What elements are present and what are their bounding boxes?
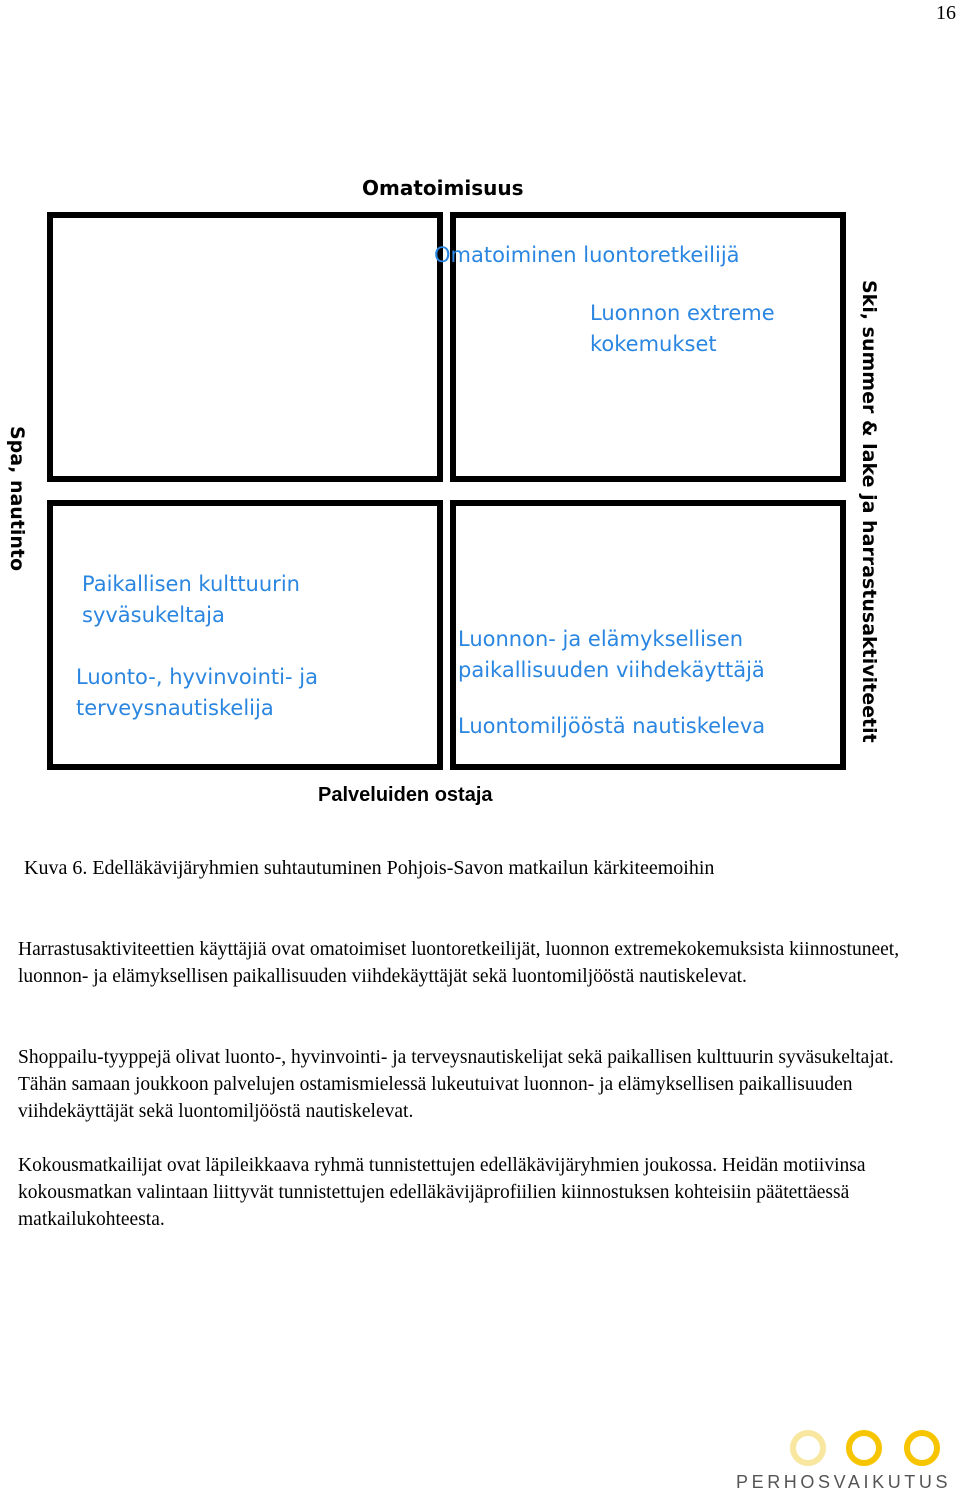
- paragraph: Shoppailu-tyyppejä olivat luonto-, hyvinvointi- ja terveysnautiskelijat sekä paikallisen kulttuurin syväsukeltajat. Tähän samaan joukkoon palvelujen ostamismielessä lukeutuivat luonnon- ja elämyksellisen paikallisuuden viihdekäyttäjät sekä luontomiljööstä nautiskelevat.: [18, 1047, 894, 1122]
- axis-top-label: Omatoimisuus: [362, 176, 524, 200]
- axis-left-label: Spa, nautinto: [6, 426, 28, 572]
- segment-label: Omatoiminen luontoretkeilijä: [434, 243, 740, 267]
- paragraph: Harrastusaktiviteettien käyttäjiä ovat omatoimiset luontoretkeilijät, luonnon extremekokemuksista kiinnostuneet, luonnon- ja elämyksellisen paikallisuuden viihdekäyttäjät sekä luontomiljööstä nautiskelevat.: [18, 939, 900, 987]
- axis-bottom-label: Palveluiden ostaja: [318, 784, 493, 806]
- page-number: 16: [936, 2, 956, 24]
- segment-label: Luonnon extreme kokemukset: [590, 301, 775, 356]
- logo-text: PERHOSVAIKUTUS: [736, 1472, 952, 1492]
- logo-circle-icon: [790, 1430, 826, 1466]
- segmentation-diagram: [0, 170, 960, 820]
- axis-right-label: Ski, summer & lake ja harrastusaktiviteetit: [858, 280, 880, 743]
- paragraph: Kokousmatkailijat ovat läpileikkaava ryhmä tunnistettujen edelläkävijäryhmien joukossa. Heidän motiivinsa kokousmatkan valintaan liittyvät tunnistettujen edelläkävijäprofiilien kiinnostuksen kohteisiin päätettäessä matkailukohteesta.: [18, 1155, 866, 1230]
- segment-label: Luonto-, hyvinvointi- ja terveysnautiskelija: [76, 665, 318, 720]
- logo-circle-icon: [904, 1430, 940, 1466]
- quadrant-bottom-left: [47, 500, 443, 770]
- perhosvaikutus-logo: [732, 1426, 952, 1492]
- segment-label: Luontomiljööstä nautiskeleva: [458, 714, 766, 738]
- figure-caption: Kuva 6. Edelläkävijäryhmien suhtautuminen Pohjois-Savon matkailun kärkiteemoihin: [24, 857, 715, 879]
- segment-label: Luonnon- ja elämyksellisen paikallisuuden viihdekäyttäjä: [458, 627, 765, 682]
- logo-circle-icon: [846, 1430, 882, 1466]
- segment-label: Paikallisen kulttuurin syväsukeltaja: [82, 572, 300, 627]
- quadrant-top-left: [47, 212, 443, 482]
